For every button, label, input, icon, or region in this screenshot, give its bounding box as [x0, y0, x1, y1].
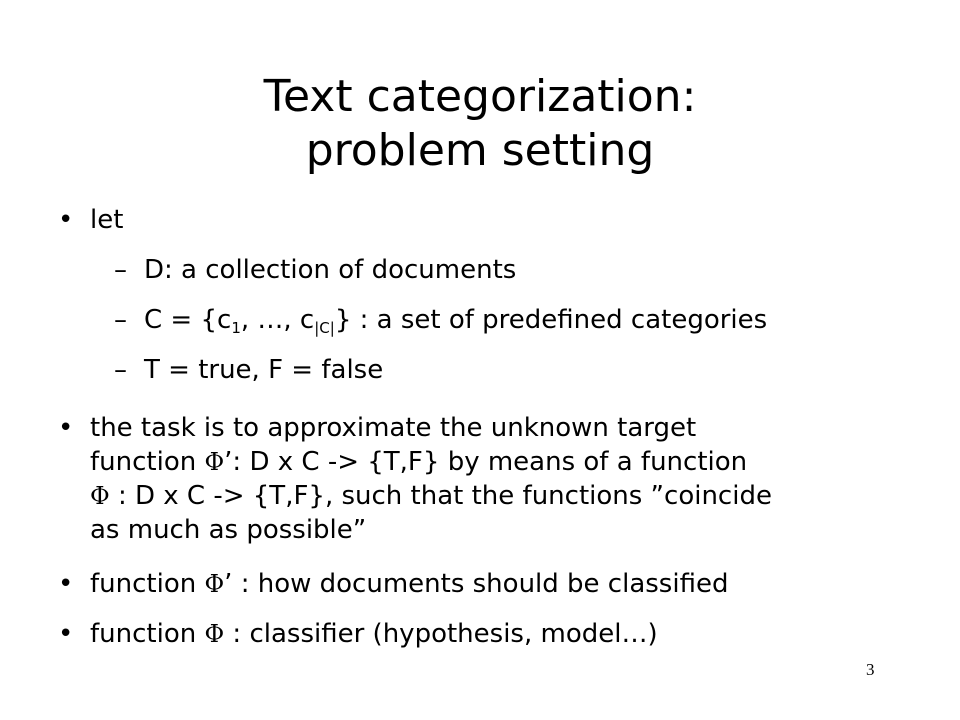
subscript-card-c: |C|: [314, 319, 335, 337]
phi-symbol: Φ: [204, 448, 225, 476]
dash-marker: –: [114, 355, 127, 385]
page-number: 3: [866, 660, 875, 679]
phi-prime-post: ’ : how documents should be classified: [224, 569, 729, 599]
sub-item-categories: [58, 303, 958, 337]
phi-symbol: Φ: [90, 482, 110, 510]
bullet-marker: •: [58, 205, 74, 235]
phi-symbol: Φ: [204, 570, 225, 598]
title-line-1: Text categorization:: [263, 71, 697, 122]
categories-mid: , …, c: [240, 305, 315, 335]
sub-item-text: T = true, F = false: [144, 355, 384, 385]
title-line-2: problem setting: [305, 125, 655, 176]
bullet-phi-prime: [58, 567, 958, 601]
task-line-2-pre: function: [90, 447, 205, 477]
dash-marker: –: [114, 305, 127, 335]
bullet-phi-classifier: [58, 617, 958, 651]
phi-plain-pre: function: [90, 619, 205, 649]
bullet-marker: •: [58, 569, 74, 599]
task-line-2-post: ’: D x C -> {T,F} by means of a function: [224, 447, 748, 477]
phi-prime-pre: function: [90, 569, 205, 599]
bullet-task: [58, 411, 958, 547]
task-line-4: as much as possible”: [90, 515, 367, 545]
bullet-text: let: [90, 205, 124, 235]
bullet-let: [58, 203, 958, 237]
slide-title: [0, 70, 960, 178]
categories-pre: C = {c: [144, 305, 232, 335]
categories-post: } : a set of predefined categories: [334, 305, 768, 335]
task-line-3: [90, 479, 958, 513]
task-line-2: [90, 445, 958, 479]
sub-item-documents: [58, 253, 958, 287]
phi-symbol: Φ: [204, 620, 225, 648]
bullet-marker: •: [58, 413, 74, 443]
sub-item-true-false: [58, 353, 958, 387]
task-line-1: the task is to approximate the unknown target: [90, 413, 697, 443]
bullet-marker: •: [58, 619, 74, 649]
dash-marker: –: [114, 255, 127, 285]
sub-item-text: D: a collection of documents: [144, 255, 517, 285]
subscript-one: 1: [231, 319, 241, 337]
bullet-list: [58, 203, 958, 651]
task-line-3-post: : D x C -> {T,F}, such that the functions ”coincide: [109, 481, 772, 511]
phi-plain-post: : classifier (hypothesis, model…): [224, 619, 658, 649]
